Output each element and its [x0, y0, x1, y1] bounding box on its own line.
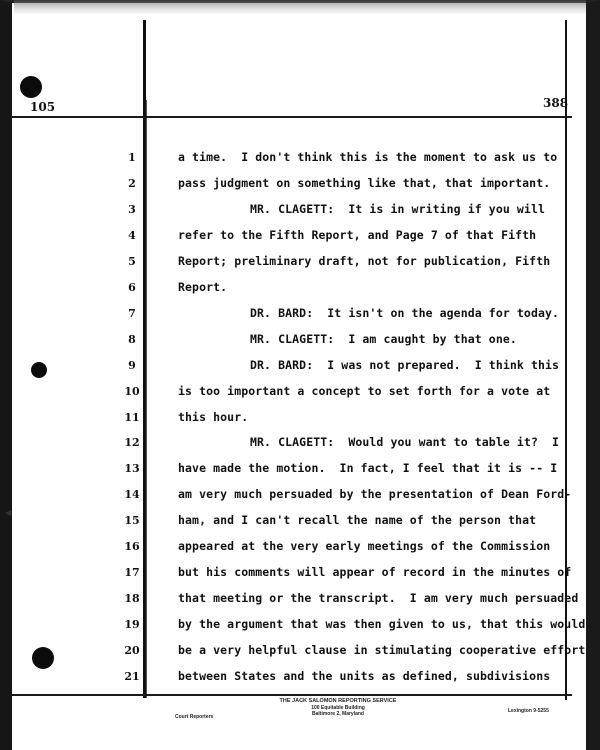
transcript-line: pass judgment on something like that, that important. [178, 175, 551, 190]
line-number: 9 [128, 358, 136, 372]
line-number: 4 [128, 228, 136, 242]
transcript-line: MR. CLAGETT: I am caught by that one. [250, 331, 517, 346]
line-number: 1 [128, 151, 136, 164]
line-number: 18 [124, 592, 140, 606]
page-number-right: 388 [543, 96, 569, 110]
line-number: 8 [128, 332, 136, 346]
reporting-service-name: THE JACK SALOMON REPORTING SERVICE [279, 698, 397, 704]
reporting-service-city: Baltimore 2, Maryland [312, 711, 364, 717]
transcript-line: is too important a concept to set forth for a vote at [178, 383, 551, 398]
line-number: 20 [124, 644, 140, 658]
footer-rule [12, 694, 572, 696]
transcript-line: between States and the units as defined, subdivisions [178, 669, 551, 683]
line-number: 17 [124, 566, 140, 580]
footer-right-label: Lexington 9-5255 [508, 708, 549, 714]
transcript-line: MR. CLAGETT: It is in writing if you will [250, 201, 545, 216]
transcript-line: Report; preliminary draft, not for publication, Fifth [178, 253, 551, 268]
scan-top-shadow [14, 0, 586, 14]
transcript-line: be a very helpful clause in stimulating cooperative effort [178, 643, 586, 658]
transcript-line: but his comments will appear of record in the minutes of [178, 565, 572, 580]
transcript-line: ham, and I can't recall the name of the person that [178, 513, 537, 528]
line-number: 5 [128, 254, 136, 268]
line-number: 6 [128, 280, 136, 294]
line-number: 11 [124, 410, 140, 424]
transcript-line: appeared at the very early meetings of the Commission [178, 539, 551, 554]
transcript-line: MR. CLAGETT: Would you want to table it? I [250, 435, 560, 450]
line-number: 7 [128, 306, 136, 320]
footer-left-label: Court Reporters [175, 714, 214, 720]
line-number: 10 [124, 384, 140, 398]
binder-hole-top [20, 76, 42, 98]
line-number: 21 [124, 670, 140, 683]
binder-hole-middle [31, 362, 47, 378]
transcript-line: have made the motion. In fact, I feel that it is -- I [178, 461, 558, 476]
line-number: 15 [124, 514, 140, 528]
transcript-line: Report. [178, 279, 228, 294]
transcript-line: by the argument that was then given to us, that this would [178, 617, 586, 632]
line-number: 3 [128, 202, 136, 216]
line-number: 13 [124, 462, 140, 476]
transcript-line: this hour. [178, 409, 249, 424]
line-number: 14 [124, 488, 140, 502]
line-number: 12 [124, 436, 140, 450]
line-number: 19 [124, 618, 140, 632]
header-rule [12, 116, 572, 118]
transcript-line: DR. BARD: It isn't on the agenda for today. [250, 305, 560, 320]
transcript-line: refer to the Fifth Report, and Page 7 of that Fifth [178, 227, 537, 242]
transcript-line: am very much persuaded by the presentation of Dean Ford- [178, 487, 572, 502]
line-number: 16 [124, 540, 140, 554]
page-number-left: 105 [30, 100, 56, 114]
transcript-line: a time. I don't think this is the moment to ask us to [178, 150, 558, 164]
line-number: 2 [128, 176, 136, 190]
left-margin-rule-inner [146, 100, 147, 698]
binder-hole-bottom [32, 647, 54, 669]
transcript-line: DR. BARD: I was not prepared. I think this [250, 357, 560, 372]
reporting-service-address: 100 Equitable Building [311, 705, 365, 711]
margin-arrow-mark: ◀ [5, 508, 12, 517]
transcript-line: that meeting or the transcript. I am very much persuaded [178, 591, 579, 606]
